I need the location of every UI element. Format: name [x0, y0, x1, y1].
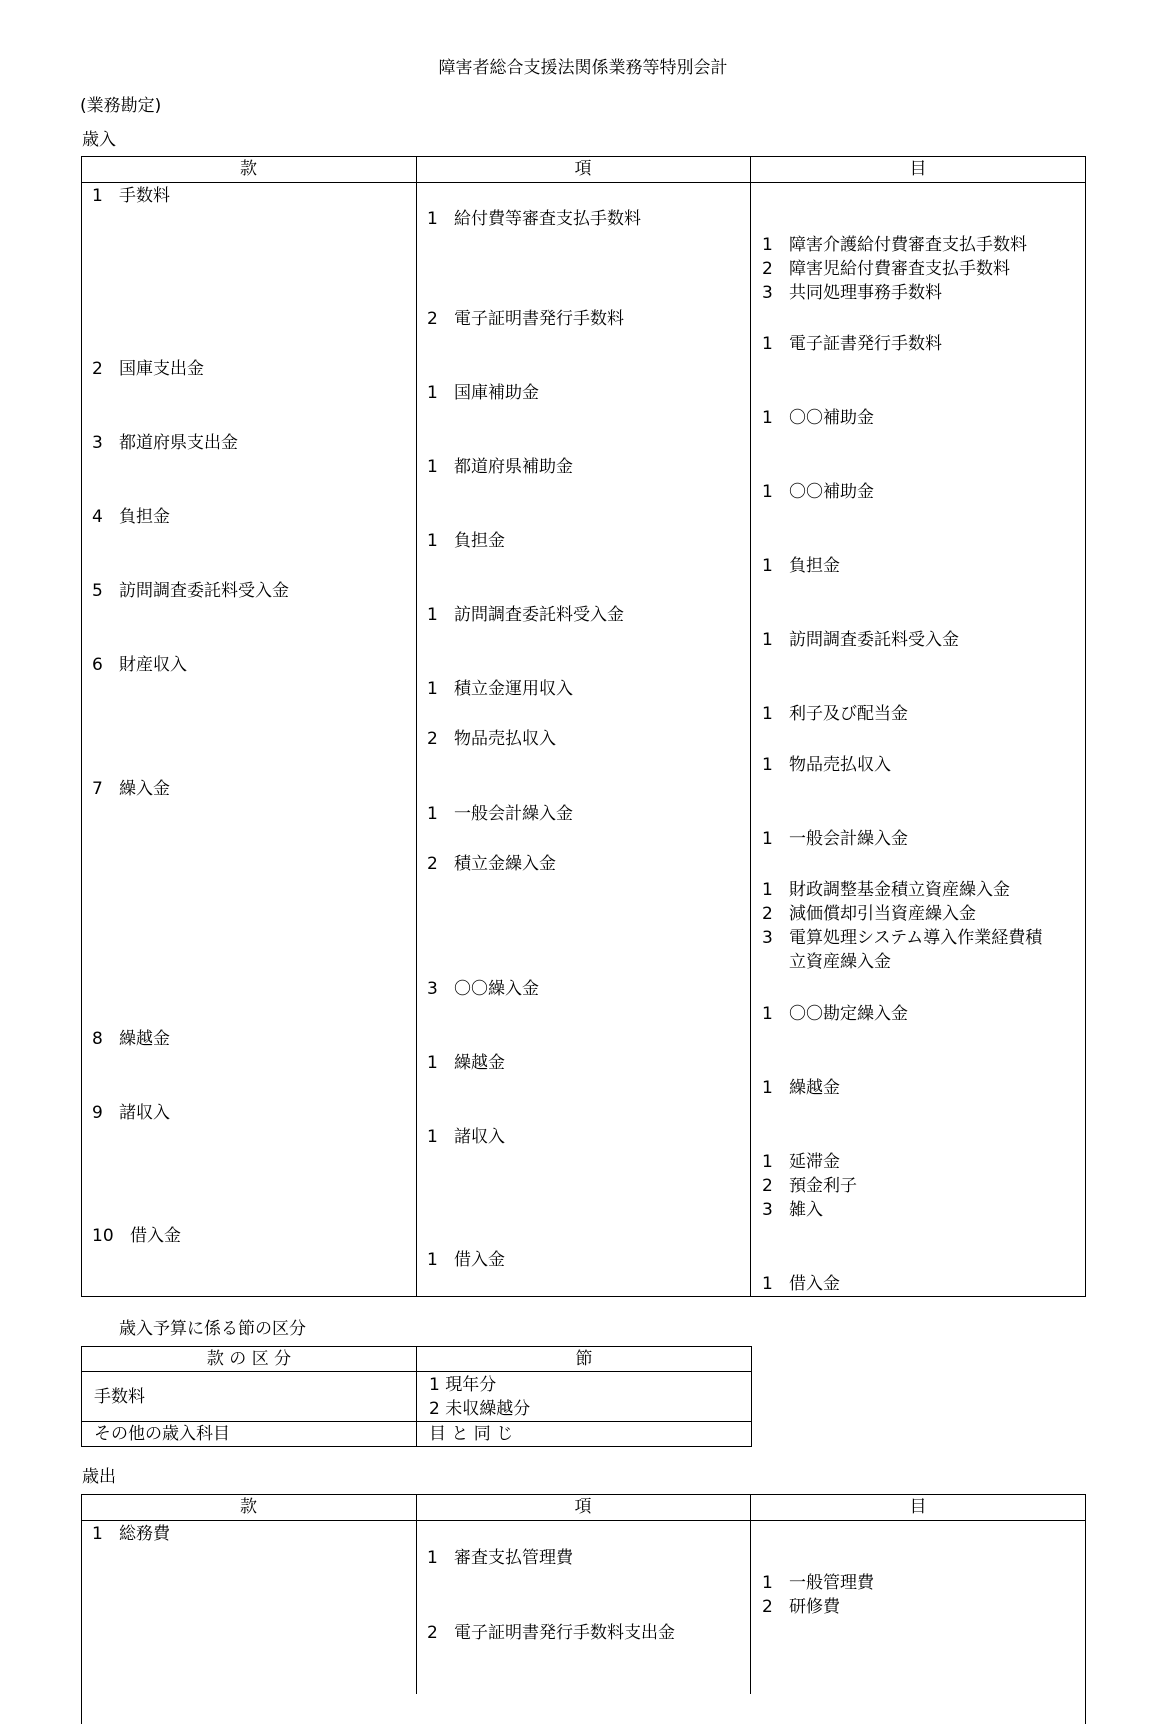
- revenue-header-kou: 項: [574, 159, 592, 179]
- rev-moku-item: 2 障害児給付費審査支払手数料: [762, 259, 1010, 279]
- rev-kan-item: 5 訪問調査委託料受入金: [92, 581, 289, 601]
- expenditure-table: [81, 1494, 1086, 1724]
- section-row-kan: 手数料: [82, 1372, 417, 1422]
- rev-moku-item: 2 預金利子: [762, 1176, 857, 1196]
- rev-kou-item: 1 一般会計繰入金: [427, 804, 573, 824]
- exp-kou-item: 2 電子証明書発行手数料支出金: [427, 1623, 675, 1643]
- rev-kou-item: 2 積立金繰入金: [427, 854, 556, 874]
- rev-moku-item: 1 負担金: [762, 556, 840, 576]
- expenditure-header-divider: [81, 1520, 1086, 1521]
- rev-moku-item: 2 減価償却引当資産繰入金: [762, 904, 976, 924]
- rev-kan-item: 6 財産収入: [92, 655, 187, 675]
- rev-moku-item: 1 利子及び配当金: [762, 704, 908, 724]
- revenue-header-moku: 目: [909, 159, 927, 179]
- rev-kan-item: 4 負担金: [92, 507, 170, 527]
- revenue-col-divider-2: [750, 156, 751, 1297]
- exp-moku-item: 2 研修費: [762, 1597, 840, 1617]
- expenditure-heading: 歳出: [82, 1467, 116, 1487]
- revenue-col-divider-1: [416, 156, 417, 1297]
- section-row-setsu: 目 と 同 じ: [417, 1422, 752, 1447]
- rev-kou-item: 2 物品売払収入: [427, 729, 556, 749]
- expenditure-header-kan: 款: [240, 1497, 257, 1517]
- expenditure-header-kou: 項: [574, 1497, 592, 1517]
- rev-moku-item: 1 〇〇勘定繰入金: [762, 1004, 908, 1024]
- exp-kan-item: 1 総務費: [92, 1524, 170, 1544]
- rev-moku-item-continuation: 立資産繰入金: [789, 952, 891, 972]
- section-header-kan: 款 の 区 分: [82, 1347, 417, 1372]
- exp-kou-item: 1 審査支払管理費: [427, 1548, 573, 1568]
- rev-kan-item: 7 繰入金: [92, 779, 170, 799]
- rev-kou-item: 1 積立金運用収入: [427, 679, 573, 699]
- rev-kan-item: 2 国庫支出金: [92, 359, 204, 379]
- revenue-heading: 歳入: [82, 130, 116, 150]
- rev-kou-item: 1 諸収入: [427, 1127, 505, 1147]
- page-title: 障害者総合支援法関係業務等特別会計: [438, 58, 728, 78]
- rev-kou-item: 1 負担金: [427, 531, 505, 551]
- exp-moku-item: 1 一般管理費: [762, 1573, 874, 1593]
- rev-kan-item: 3 都道府県支出金: [92, 433, 238, 453]
- rev-moku-item: 1 財政調整基金積立資産繰入金: [762, 880, 1010, 900]
- revenue-header-divider: [81, 182, 1086, 183]
- expenditure-col-divider-1: [416, 1494, 417, 1694]
- section-header-setsu: 節: [417, 1347, 752, 1372]
- rev-kou-item: 1 借入金: [427, 1250, 505, 1270]
- rev-kou-item: 3 〇〇繰入金: [427, 979, 539, 999]
- rev-moku-item: 3 電算処理システム導入作業経費積: [762, 928, 1043, 948]
- rev-kou-item: 1 給付費等審査支払手数料: [427, 209, 641, 229]
- section-division-heading: 歳入予算に係る節の区分: [119, 1319, 306, 1339]
- rev-moku-item: 1 障害介護給付費審査支払手数料: [762, 235, 1027, 255]
- rev-kan-item: 10 借入金: [92, 1226, 181, 1246]
- rev-moku-item: 1 借入金: [762, 1274, 840, 1294]
- account-label: (業務勘定): [80, 96, 162, 116]
- rev-moku-item: 3 雑入: [762, 1200, 823, 1220]
- rev-kou-item: 1 繰越金: [427, 1053, 505, 1073]
- revenue-header-kan: 款: [240, 159, 257, 179]
- rev-moku-item: 1 一般会計繰入金: [762, 829, 908, 849]
- rev-moku-item: 1 〇〇補助金: [762, 482, 874, 502]
- section-division-table: [81, 1346, 752, 1447]
- rev-moku-item: 3 共同処理事務手数料: [762, 283, 942, 303]
- section-row-kan: その他の歳入科目: [82, 1422, 417, 1447]
- rev-kou-item: 1 国庫補助金: [427, 383, 539, 403]
- rev-kan-item: 1 手数料: [92, 186, 170, 206]
- section-row-setsu: 1 現年分 2 未収繰越分: [417, 1372, 752, 1422]
- rev-kan-item: 8 繰越金: [92, 1029, 170, 1049]
- expenditure-col-divider-2: [750, 1494, 751, 1694]
- expenditure-header-moku: 目: [909, 1497, 927, 1517]
- rev-moku-item: 1 延滞金: [762, 1152, 840, 1172]
- rev-moku-item: 1 訪問調査委託料受入金: [762, 630, 959, 650]
- rev-kou-item: 1 都道府県補助金: [427, 457, 573, 477]
- rev-moku-item: 1 繰越金: [762, 1078, 840, 1098]
- rev-kou-item: 1 訪問調査委託料受入金: [427, 605, 624, 625]
- rev-kan-item: 9 諸収入: [92, 1103, 170, 1123]
- rev-kou-item: 2 電子証明書発行手数料: [427, 309, 624, 329]
- rev-moku-item: 1 物品売払収入: [762, 755, 891, 775]
- rev-moku-item: 1 電子証書発行手数料: [762, 334, 942, 354]
- rev-moku-item: 1 〇〇補助金: [762, 408, 874, 428]
